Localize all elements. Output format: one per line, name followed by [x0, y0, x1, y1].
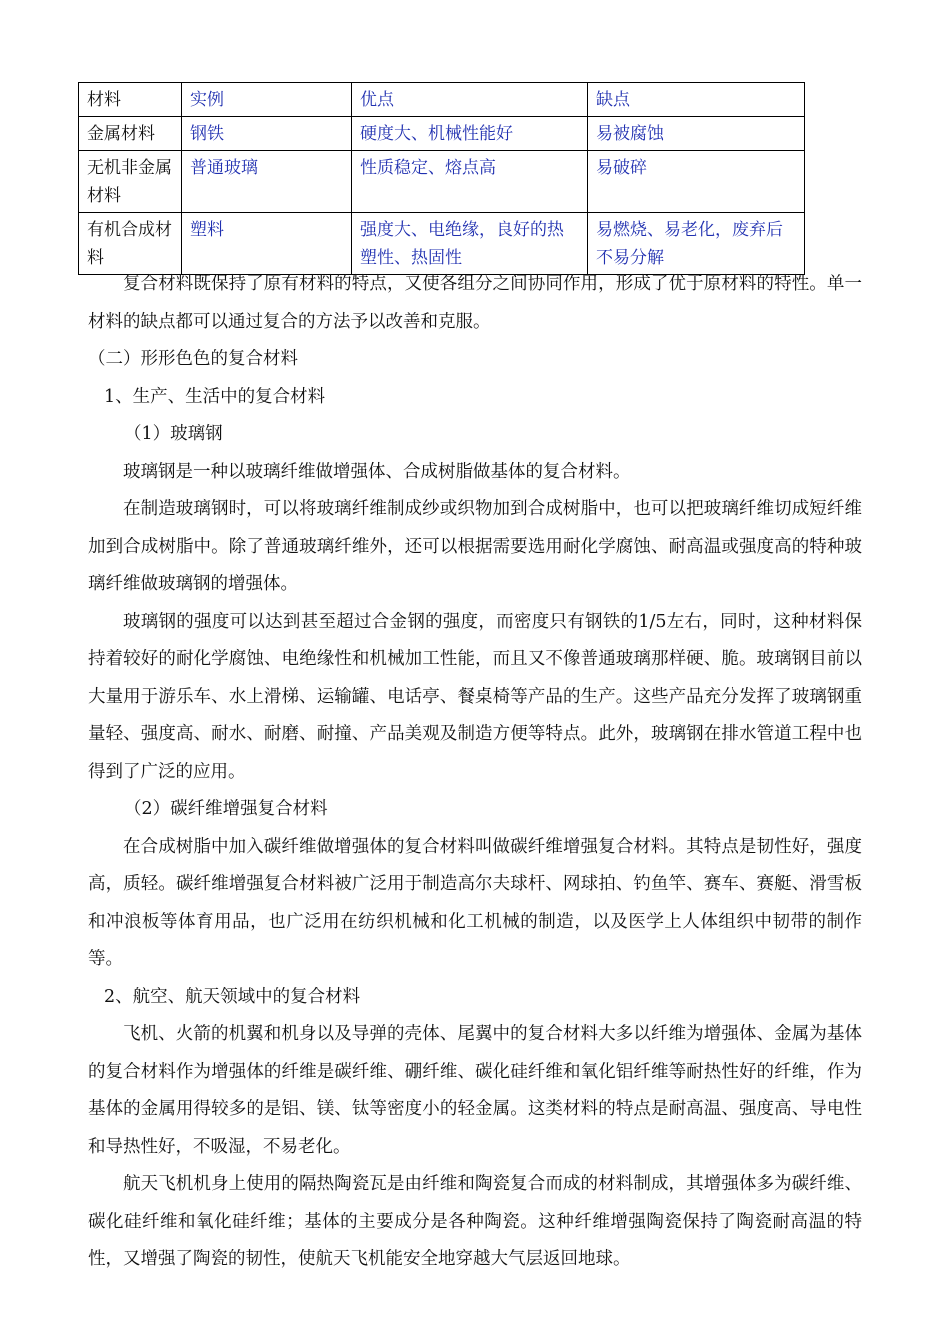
paragraph: 复合材料既保持了原有材料的特点，又使各组分之间协同作用，形成了优于原材料的特性。单一材料的缺点都可以通过复合的方法予以改善和克服。 [88, 274, 862, 332]
table-cell: 有机合成材料 [79, 213, 182, 275]
paragraph: 航天飞机机身上使用的隔热陶瓷瓦是由纤维和陶瓷复合而成的材料制成，其增强体多为碳纤维、碳化硅纤维和氧化硅纤维；基体的主要成分是各种陶瓷。这种纤维增强陶瓷保持了陶瓷耐高温的特性，又增强了陶瓷的韧性，使航天飞机能安全地穿越大气层返回地球。 [88, 1174, 862, 1269]
table-cell: 易燃烧、易老化，废弃后不易分解 [588, 213, 805, 275]
paragraph: 玻璃钢的强度可以达到甚至超过合金钢的强度，而密度只有钢铁的1/5左右，同时，这种材料保持着较好的耐化学腐蚀、电绝缘性和机械加工性能，而且又不像普通玻璃那样硬、脆。玻璃钢目前以大量用于游乐车、水上滑梯、运输罐、电话亭、餐桌椅等产品的生产。这些产品充分发挥了玻璃钢重量轻、强度高、耐水、耐磨、耐撞、产品美观及制造方便等特点。此外，玻璃钢在排水管道工程中也得到了广泛的应用。 [88, 611, 862, 782]
table-cell: 塑料 [182, 213, 352, 275]
table-cell: 性质稳定、熔点高 [352, 151, 588, 213]
item-heading: （1）玻璃钢 [124, 424, 223, 444]
paragraph: 在合成树脂中加入碳纤维做增强体的复合材料叫做碳纤维增强复合材料。其特点是韧性好，强度高，质轻。碳纤维增强复合材料被广泛用于制造高尔夫球杆、网球拍、钓鱼竿、赛车、赛艇、滑雪板和冲浪板等体育用品，也广泛用在纺织机械和化工机械的制造，以及医学上人体组织中韧带的制作等。 [88, 836, 862, 969]
table-header-row [79, 83, 805, 117]
table-row [79, 151, 805, 213]
table-cell: 钢铁 [182, 117, 352, 151]
table-header-cell: 实例 [182, 83, 352, 117]
table-cell: 金属材料 [79, 117, 182, 151]
table-cell: 易被腐蚀 [588, 117, 805, 151]
table-header-cell: 缺点 [588, 83, 805, 117]
paragraph: 玻璃钢是一种以玻璃纤维做增强体、合成树脂做基体的复合材料。 [123, 461, 631, 482]
table-header-cell: 材料 [79, 83, 182, 117]
subsection-heading: 1、生产、生活中的复合材料 [104, 386, 326, 407]
materials-table [78, 82, 805, 275]
table-cell: 硬度大、机械性能好 [352, 117, 588, 151]
table-row [79, 117, 805, 151]
paragraph: 在制造玻璃钢时，可以将玻璃纤维制成纱或织物加到合成树脂中，也可以把玻璃纤维切成短纤维加到合成树脂中。除了普通玻璃纤维外，还可以根据需要选用耐化学腐蚀、耐高温或强度高的特种玻璃纤维做玻璃钢的增强体。 [88, 499, 862, 594]
table-cell: 强度大、电绝缘，良好的热塑性、热固性 [352, 213, 588, 275]
paragraph: 飞机、火箭的机翼和机身以及导弹的壳体、尾翼中的复合材料大多以纤维为增强体、金属为基体的复合材料作为增强体的纤维是碳纤维、硼纤维、碳化硅纤维和氧化铝纤维等耐热性好的纤维，作为基体的金属用得较多的是铝、镁、钛等密度小的轻金属。这类材料的特点是耐高温、强度高、导电性和导热性好，不吸湿，不易老化。 [88, 1024, 862, 1157]
body-text [88, 266, 862, 1279]
item-heading: （2）碳纤维增强复合材料 [124, 799, 328, 819]
table-cell: 无机非金属材料 [79, 151, 182, 213]
table-cell: 易破碎 [588, 151, 805, 213]
section-heading: （二）形形色色的复合材料 [88, 349, 298, 369]
subsection-heading: 2、航空、航天领域中的复合材料 [104, 986, 361, 1007]
table-cell: 普通玻璃 [182, 151, 352, 213]
table-header-cell: 优点 [352, 83, 588, 117]
